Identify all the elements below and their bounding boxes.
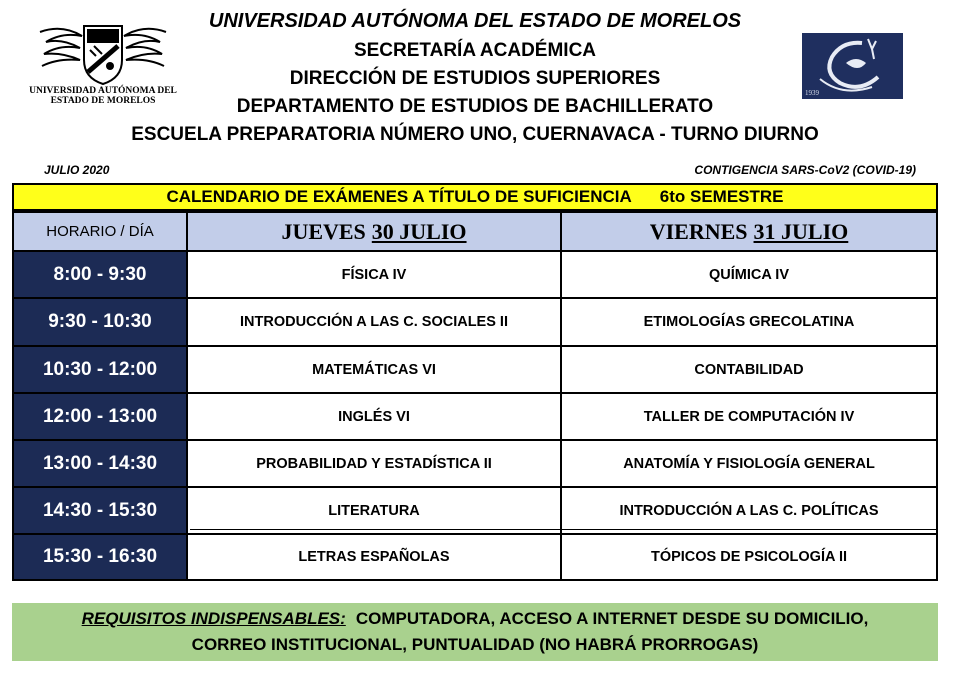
- viernes-subject: QUÍMICA IV: [708, 266, 790, 283]
- double-divider-top: [190, 529, 936, 530]
- contingency-label: CONTIGENCIA SARS-CoV2 (COVID-19): [694, 163, 916, 177]
- header-viernes-day: VIERNES: [649, 218, 748, 244]
- header-viernes-date: 31 JULIO: [753, 218, 849, 244]
- jueves-subject: LITERATURA: [188, 488, 562, 533]
- viernes-subject: ANATOMÍA Y FISIOLOGÍA GENERAL: [623, 455, 875, 472]
- requirements-label: REQUISITOS INDISPENSABLES:: [81, 609, 346, 628]
- semester-label: 6to SEMESTRE: [659, 187, 784, 206]
- table-row: [14, 441, 936, 486]
- header-viernes: [562, 213, 936, 250]
- jueves-subject: LETRAS ESPAÑOLAS: [188, 535, 562, 579]
- table-row: [14, 535, 936, 579]
- jueves-subject: INGLÉS VI: [188, 394, 562, 439]
- table-row: [14, 252, 936, 297]
- logo-caption-line2: ESTADO DE MORELOS: [50, 96, 156, 106]
- escuela-title: ESCUELA PREPARATORIA NÚMERO UNO, CUERNAVACA - TURNO DIURNO: [131, 124, 819, 145]
- table-row: [14, 299, 936, 345]
- time-cell: 12:00 - 13:00: [14, 394, 188, 439]
- table-row: [14, 488, 936, 533]
- secretaria-title: SECRETARÍA ACADÉMICA: [353, 40, 597, 61]
- date-label: JULIO 2020: [44, 163, 110, 177]
- time-cell: 10:30 - 12:00: [14, 347, 188, 392]
- table-row: [14, 394, 936, 439]
- requirements-text2: CORREO INSTITUCIONAL, PUNTUALIDAD (NO HABRÁ PRORROGAS): [191, 635, 759, 654]
- header-time: HORARIO / DÍA: [14, 213, 188, 250]
- table-header-row: [14, 213, 936, 250]
- header-jueves: [188, 213, 562, 250]
- jueves-subject: INTRODUCCIÓN A LAS C. SOCIALES II: [188, 299, 562, 345]
- time-cell: 15:30 - 16:30: [14, 535, 188, 579]
- logo-caption-line1: UNIVERSIDAD AUTÓNOMA DEL: [29, 86, 177, 96]
- viernes-subject: INTRODUCCIÓN A LAS C. POLÍTICAS: [619, 502, 879, 519]
- table-row: [14, 347, 936, 392]
- viernes-subject: TÓPICOS DE PSICOLOGÍA II: [650, 549, 848, 565]
- jueves-subject: FÍSICA IV: [188, 252, 562, 297]
- emblem-year: 1939: [805, 89, 819, 97]
- requirements-box: [12, 603, 938, 661]
- requirements-line1: [12, 606, 938, 632]
- time-cell: 9:30 - 10:30: [14, 299, 188, 345]
- viernes-subject: CONTABILIDAD: [694, 361, 804, 378]
- departamento-title: DEPARTAMENTO DE ESTUDIOS DE BACHILLERATO: [236, 96, 714, 117]
- viernes-subject: TALLER DE COMPUTACIÓN IV: [643, 408, 855, 425]
- viernes-subject: ETIMOLOGÍAS GRECOLATINA: [643, 314, 855, 330]
- calendar-title: [12, 183, 938, 211]
- header-jueves-day: JUEVES: [281, 218, 366, 244]
- time-cell: 13:00 - 14:30: [14, 441, 188, 486]
- jueves-subject: PROBABILIDAD Y ESTADÍSTICA II: [188, 441, 562, 486]
- university-title: UNIVERSIDAD AUTÓNOMA DEL ESTADO DE MORELOS: [208, 10, 742, 32]
- header-jueves-date: 30 JULIO: [371, 218, 467, 244]
- jueves-subject: MATEMÁTICAS VI: [188, 347, 562, 392]
- time-cell: 8:00 - 9:30: [14, 252, 188, 297]
- requirements-text1: COMPUTADORA, ACCESO A INTERNET DESDE SU DOMICILIO,: [355, 609, 869, 628]
- schedule-table: [12, 211, 938, 581]
- calendar-title-text: CALENDARIO DE EXÁMENES A TÍTULO DE SUFICIENCIA: [166, 187, 632, 206]
- direccion-title: DIRECCIÓN DE ESTUDIOS SUPERIORES: [289, 68, 661, 89]
- time-cell: 14:30 - 15:30: [14, 488, 188, 533]
